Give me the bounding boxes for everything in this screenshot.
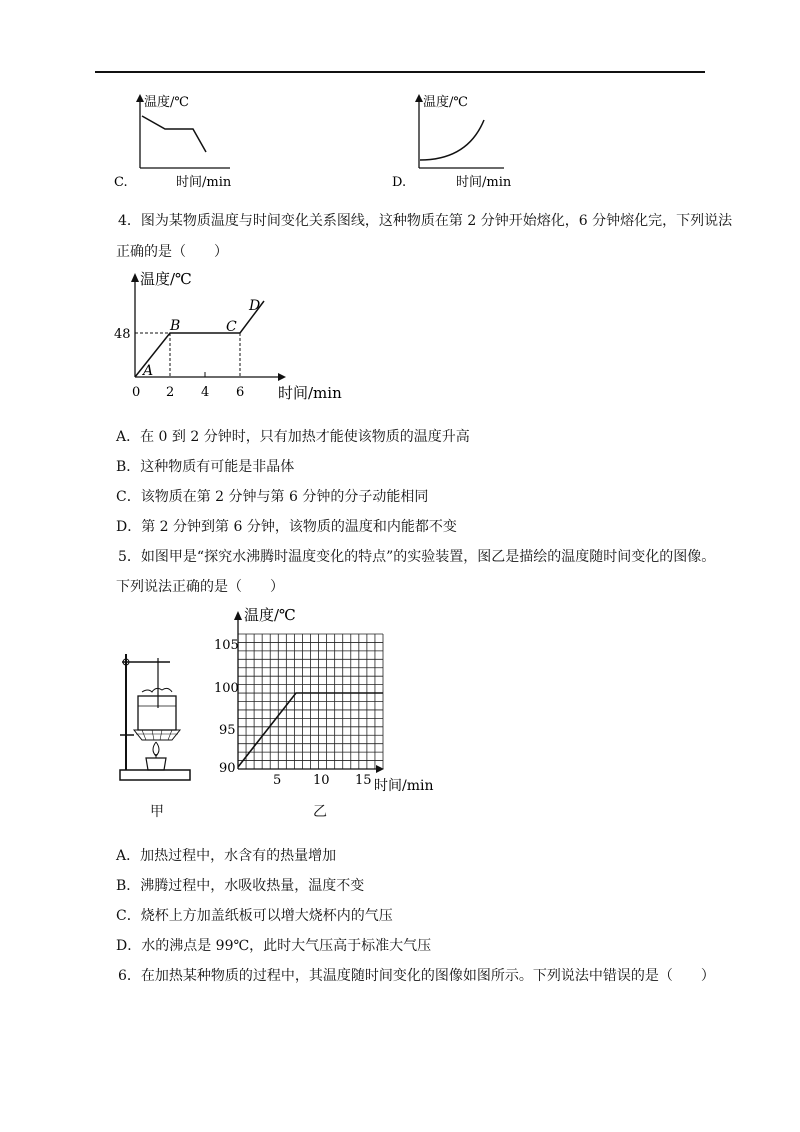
q4-point-a: A: [143, 363, 154, 379]
q4-stem-line2: 正确的是（ ）: [116, 244, 228, 260]
boiling-graph-grid: [238, 634, 383, 769]
q4-point-b: B: [170, 318, 181, 334]
q4-point-c: C: [226, 319, 237, 335]
boiling-x-tick-10: 10: [313, 773, 330, 788]
q4-option-d[interactable]: D．第 2 分钟到第 6 分钟，该物质的温度和内能都不变: [116, 519, 457, 535]
boiling-y-tick-95: 95: [219, 723, 236, 738]
boiling-x-tick-15: 15: [355, 773, 372, 788]
q4-point-d: D: [249, 298, 261, 314]
q4-option-b[interactable]: B．这种物质有可能是非晶体: [116, 459, 295, 475]
boiling-x-label: 时间/min: [374, 778, 434, 794]
option-d-graph: [380, 88, 570, 193]
q5-stem-line2: 下列说法正确的是（ ）: [116, 579, 284, 595]
q4-x-tick-2: 2: [166, 385, 175, 400]
q4-x-tick-0: 0: [132, 385, 141, 400]
boiling-graph: [200, 604, 440, 794]
q4-x-label: 时间/min: [278, 384, 342, 402]
boiling-y-label: 温度/℃: [244, 606, 296, 624]
q4-option-a[interactable]: A．在 0 到 2 分钟时，只有加热才能使该物质的温度升高: [116, 429, 470, 445]
q4-stem-line1: 4．图为某物质温度与时间变化关系图线，这种物质在第 2 分钟开始熔化，6 分钟熔化完，下列说法: [118, 213, 733, 229]
option-d-letter: D.: [392, 175, 407, 190]
q4-x-tick-6: 6: [236, 385, 245, 400]
option-c-graph: [100, 88, 290, 193]
caption-jia: 甲: [150, 804, 164, 820]
option-c-x-label: 时间/min: [176, 175, 232, 190]
boiling-x-tick-5: 5: [273, 773, 282, 788]
caption-yi: 乙: [313, 804, 327, 820]
boiling-y-tick-90: 90: [219, 761, 236, 776]
q5-stem-line1: 5．如图甲是“探究水沸腾时温度变化的特点”的实验装置，图乙是描绘的温度随时间变化的图像。: [118, 549, 716, 565]
header-rule: [95, 71, 705, 73]
q5-option-a[interactable]: A．加热过程中，水含有的热量增加: [116, 848, 337, 864]
option-c-y-label: 温度/℃: [144, 95, 189, 110]
option-d-y-label: 温度/℃: [423, 95, 468, 110]
q4-x-tick-4: 4: [201, 385, 210, 400]
option-d-x-label: 时间/min: [456, 175, 512, 190]
q5-option-d[interactable]: D．水的沸点是 99℃，此时大气压高于标准大气压: [116, 938, 432, 954]
option-c-letter: C.: [114, 175, 128, 190]
q5-option-c[interactable]: C．烧杯上方加盖纸板可以增大烧杯内的气压: [116, 908, 393, 924]
boiling-y-tick-100: 100: [214, 681, 239, 696]
q4-y-label: 温度/℃: [140, 270, 192, 288]
q4-option-c[interactable]: C．该物质在第 2 分钟与第 6 分钟的分子动能相同: [116, 489, 429, 505]
q4-y-tick-48: 48: [114, 327, 131, 342]
q6-stem: 6．在加热某种物质的过程中，其温度随时间变化的图像如图所示。下列说法中错误的是（ ）: [118, 968, 715, 984]
q5-option-b[interactable]: B．沸腾过程中，水吸收热量，温度不变: [116, 878, 365, 894]
q4-graph: [110, 264, 360, 404]
boiling-y-tick-105: 105: [214, 638, 239, 653]
boiling-apparatus-figure: [112, 640, 202, 790]
